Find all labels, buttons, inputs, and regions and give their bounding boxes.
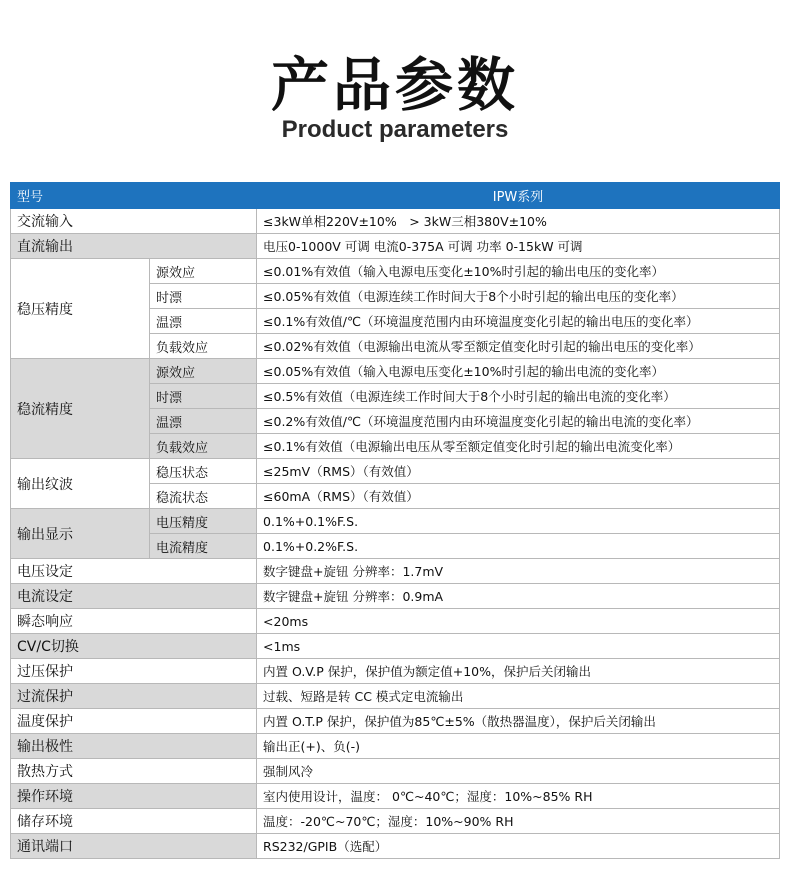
table-row <box>11 509 780 534</box>
table-row <box>11 609 780 634</box>
table-row <box>11 259 780 284</box>
row-group-name: 稳流精度 <box>11 359 150 459</box>
row-value: ≤3kW单相220V±10% > 3kW三相380V±10% <box>257 209 780 234</box>
row-value: ≤0.1%有效值/℃（环境温度范围内由环境温度变化引起的输出电压的变化率） <box>257 309 780 334</box>
row-group-name: 输出显示 <box>11 509 150 559</box>
row-group-name: 稳压精度 <box>11 259 150 359</box>
table-row <box>11 209 780 234</box>
row-sub-name: 温漂 <box>150 309 257 334</box>
row-value: RS232/GPIB（选配） <box>257 834 780 859</box>
row-sub-name: 源效应 <box>150 359 257 384</box>
table-row <box>11 684 780 709</box>
page-title: 产品参数 <box>270 51 519 119</box>
row-value: <1ms <box>257 634 780 659</box>
row-sub-name: 时漂 <box>150 284 257 309</box>
spec-table <box>10 182 780 859</box>
row-value: 电压0-1000V 可调 电流0-375A 可调 功率 0-15kW 可调 <box>257 234 780 259</box>
row-name: 过压保护 <box>11 659 257 684</box>
table-row <box>11 659 780 684</box>
row-value: ≤0.02%有效值（电源输出电流从零至额定值变化时引起的输出电压的变化率） <box>257 334 780 359</box>
row-value: 输出正(+)、负(-) <box>257 734 780 759</box>
page-subtitle: Product parameters <box>281 116 509 143</box>
table-row <box>11 634 780 659</box>
header-model-label: 型号 <box>11 183 257 209</box>
row-sub-name: 稳流状态 <box>150 484 257 509</box>
row-sub-name: 电压精度 <box>150 509 257 534</box>
row-value: 强制风冷 <box>257 759 780 784</box>
row-value: ≤0.1%有效值（电源输出电压从零至额定值变化时引起的输出电流变化率） <box>257 434 780 459</box>
row-name: 储存环境 <box>11 809 257 834</box>
row-name: 散热方式 <box>11 759 257 784</box>
row-value: ≤25mV（RMS）（有效值） <box>257 459 780 484</box>
row-value: 数字键盘+旋钮 分辨率：1.7mV <box>257 559 780 584</box>
row-sub-name: 电流精度 <box>150 534 257 559</box>
row-value: 内置 O.V.P 保护，保护值为额定值+10%，保护后关闭输出 <box>257 659 780 684</box>
row-name: 瞬态响应 <box>11 609 257 634</box>
table-row <box>11 734 780 759</box>
table-row <box>11 234 780 259</box>
row-value: 数字键盘+旋钮 分辨率：0.9mA <box>257 584 780 609</box>
row-value: ≤0.05%有效值（电源连续工作时间大于8个小时引起的输出电压的变化率） <box>257 284 780 309</box>
row-name: 过流保护 <box>11 684 257 709</box>
row-name: CV/C切换 <box>11 634 257 659</box>
row-sub-name: 源效应 <box>150 259 257 284</box>
table-header-row <box>11 183 780 209</box>
row-name: 交流输入 <box>11 209 257 234</box>
row-name: 温度保护 <box>11 709 257 734</box>
row-name: 直流输出 <box>11 234 257 259</box>
table-row <box>11 459 780 484</box>
row-sub-name: 时漂 <box>150 384 257 409</box>
row-sub-name: 负载效应 <box>150 334 257 359</box>
row-sub-name: 负载效应 <box>150 434 257 459</box>
row-value: <20ms <box>257 609 780 634</box>
table-row <box>11 809 780 834</box>
table-row <box>11 784 780 809</box>
row-value: ≤0.5%有效值（电源连续工作时间大于8个小时引起的输出电流的变化率） <box>257 384 780 409</box>
row-value: ≤0.01%有效值（输入电源电压变化±10%时引起的输出电压的变化率） <box>257 259 780 284</box>
row-value: ≤60mA（RMS）（有效值） <box>257 484 780 509</box>
row-sub-name: 温漂 <box>150 409 257 434</box>
row-value: 过载、短路是转 CC 模式定电流输出 <box>257 684 780 709</box>
row-value: ≤0.05%有效值（输入电源电压变化±10%时引起的输出电流的变化率） <box>257 359 780 384</box>
row-value: 内置 O.T.P 保护，保护值为85℃±5%（散热器温度），保护后关闭输出 <box>257 709 780 734</box>
row-value: ≤0.2%有效值/℃（环境温度范围内由环境温度变化引起的输出电流的变化率） <box>257 409 780 434</box>
row-name: 通讯端口 <box>11 834 257 859</box>
row-name: 输出极性 <box>11 734 257 759</box>
row-value: 温度：-20℃~70℃；湿度：10%~90% RH <box>257 809 780 834</box>
row-sub-name: 稳压状态 <box>150 459 257 484</box>
table-row <box>11 584 780 609</box>
table-row <box>11 359 780 384</box>
row-name: 电流设定 <box>11 584 257 609</box>
row-name: 操作环境 <box>11 784 257 809</box>
table-row <box>11 709 780 734</box>
row-value: 0.1%+0.2%F.S. <box>257 534 780 559</box>
header-series-label: IPW系列 <box>257 183 780 209</box>
row-name: 电压设定 <box>11 559 257 584</box>
table-row <box>11 834 780 859</box>
row-group-name: 输出纹波 <box>11 459 150 509</box>
table-row <box>11 759 780 784</box>
row-value: 室内使用设计，温度： 0℃~40℃；湿度：10%~85% RH <box>257 784 780 809</box>
table-row <box>11 559 780 584</box>
row-value: 0.1%+0.1%F.S. <box>257 509 780 534</box>
